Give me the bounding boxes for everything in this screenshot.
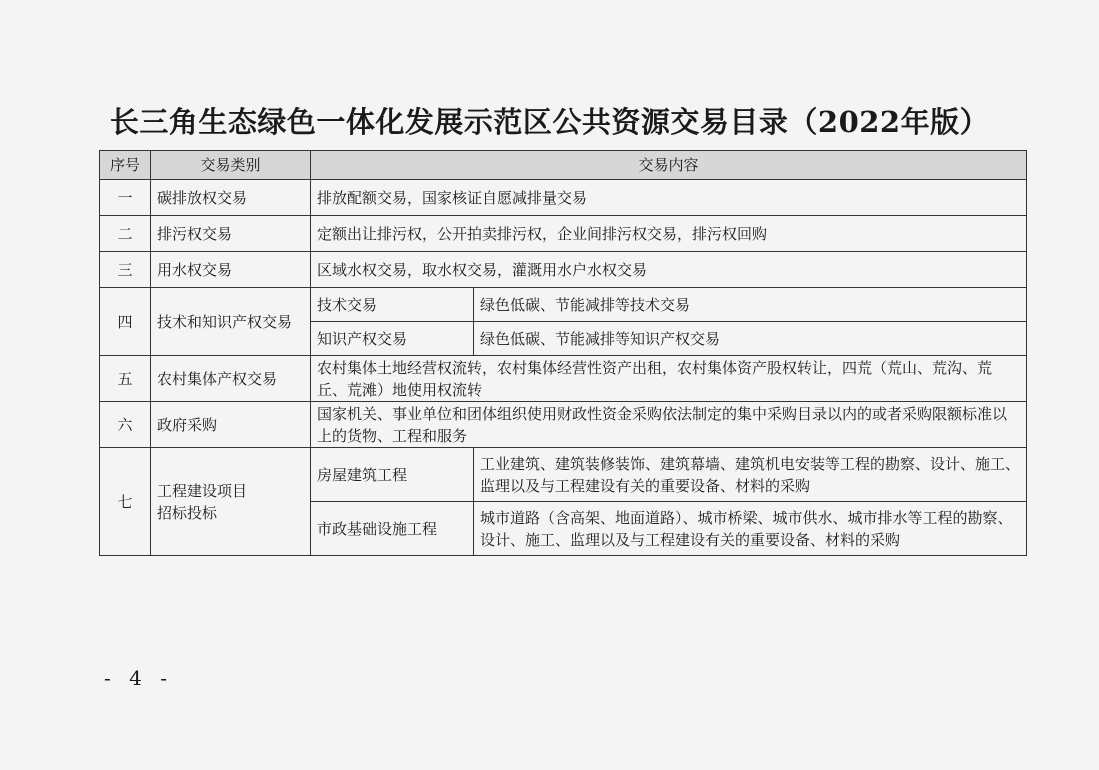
header-content: 交易内容	[311, 151, 1027, 180]
page-number: - 4 -	[104, 666, 173, 690]
table-row	[100, 180, 1027, 216]
category-line: 工程建设项目	[157, 481, 248, 500]
row-content: 排放配额交易，国家核证自愿减排量交易	[311, 180, 1027, 216]
header-category: 交易类别	[151, 151, 311, 180]
trading-catalog-table	[99, 150, 1027, 556]
row-category: 用水权交易	[151, 252, 311, 288]
row-no: 五	[100, 356, 151, 402]
row-no: 一	[100, 180, 151, 216]
row-category: 政府采购	[151, 402, 311, 448]
row-content: 国家机关、事业单位和团体组织使用财政性资金采购依法制定的集中采购目录以内的或者采购限额标准以上的货物、工程和服务	[311, 402, 1027, 448]
row-category	[151, 448, 311, 556]
table-row	[100, 356, 1027, 402]
sub-content: 绿色低碳、节能减排等知识产权交易	[474, 322, 1027, 356]
table-header-row	[100, 151, 1027, 180]
row-no: 三	[100, 252, 151, 288]
row-category: 农村集体产权交易	[151, 356, 311, 402]
row-no: 四	[100, 288, 151, 356]
row-content: 区域水权交易，取水权交易，灌溉用水户水权交易	[311, 252, 1027, 288]
sub-content: 绿色低碳、节能减排等技术交易	[474, 288, 1027, 322]
row-content: 定额出让排污权，公开拍卖排污权，企业间排污权交易，排污权回购	[311, 216, 1027, 252]
header-no: 序号	[100, 151, 151, 180]
row-category: 技术和知识产权交易	[151, 288, 311, 356]
row-content: 农村集体土地经营权流转，农村集体经营性资产出租，农村集体资产股权转让，四荒（荒山、荒沟、荒丘、荒滩）地使用权流转	[311, 356, 1027, 402]
sub-content: 工业建筑、建筑装修装饰、建筑幕墙、建筑机电安装等工程的勘察、设计、施工、监理以及与工程建设有关的重要设备、材料的采购	[474, 448, 1027, 502]
sub-content: 城市道路（含高架、地面道路）、城市桥梁、城市供水、城市排水等工程的勘察、设计、施工、监理以及与工程建设有关的重要设备、材料的采购	[474, 502, 1027, 556]
table-row	[100, 402, 1027, 448]
category-line: 招标投标	[157, 503, 218, 522]
row-no: 六	[100, 402, 151, 448]
table-row	[100, 216, 1027, 252]
row-no: 二	[100, 216, 151, 252]
sub-category: 房屋建筑工程	[311, 448, 474, 502]
row-category: 排污权交易	[151, 216, 311, 252]
table-row	[100, 288, 1027, 322]
sub-category: 技术交易	[311, 288, 474, 322]
sub-category: 市政基础设施工程	[311, 502, 474, 556]
document-title: 长三角生态绿色一体化发展示范区公共资源交易目录（2022年版）	[109, 105, 990, 139]
row-no: 七	[100, 448, 151, 556]
table-row	[100, 448, 1027, 502]
sub-category: 知识产权交易	[311, 322, 474, 356]
table-row	[100, 252, 1027, 288]
row-category: 碳排放权交易	[151, 180, 311, 216]
